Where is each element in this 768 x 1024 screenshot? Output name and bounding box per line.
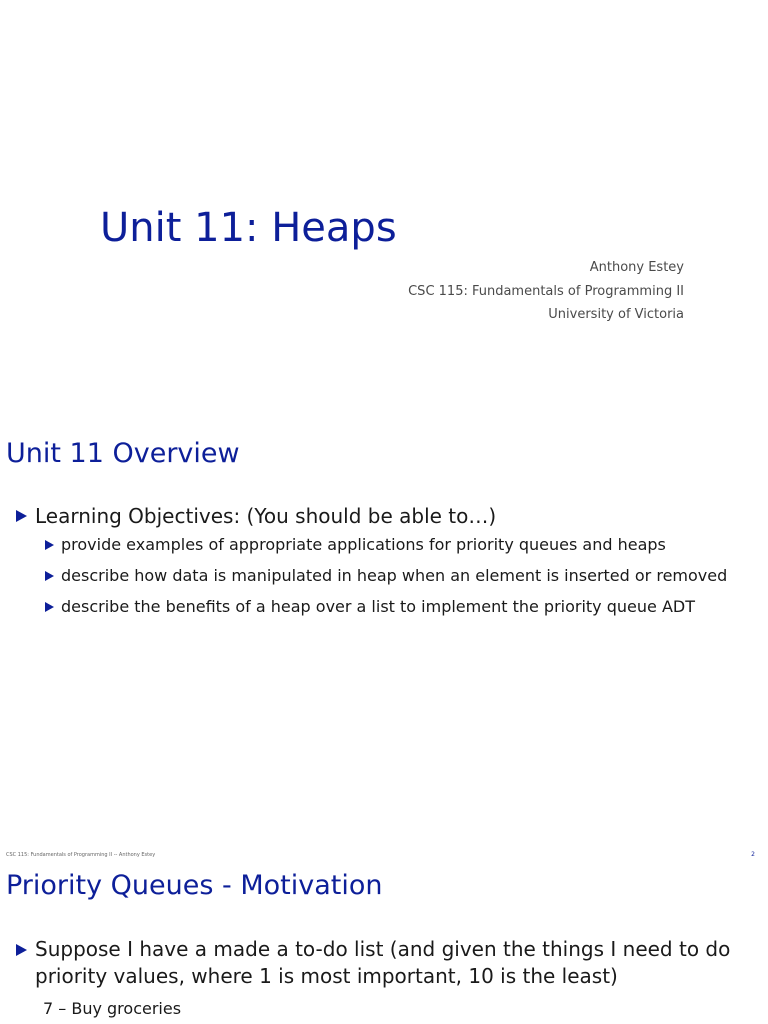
author-name: Anthony Estey [589, 260, 684, 275]
page-number: 2 [751, 851, 755, 858]
bullet-text: Suppose I have a made a to-do list (and given the things I need to do priority values, where 1 is most important, 10 is the least) [35, 937, 731, 988]
institution-name: University of Victoria [548, 307, 684, 322]
sub-bullet-text: describe how data is manipulated in heap when an element is inserted or removed [61, 566, 728, 585]
triangle-bullet-icon [45, 602, 54, 612]
bullet-text: Learning Objectives: (You should be able to…) [35, 504, 497, 528]
sub-bullet-item [45, 596, 761, 618]
motivation-heading: Priority Queues - Motivation [6, 870, 383, 901]
triangle-bullet-icon [16, 510, 27, 522]
sub-bullet-text: describe the benefits of a heap over a list to implement the priority queue ADT [61, 597, 695, 616]
todo-item: 7 – Buy groceries [43, 999, 182, 1018]
sub-bullet-text: provide examples of appropriate applications for priority queues and heaps [61, 535, 666, 554]
triangle-bullet-icon [45, 540, 54, 550]
overview-slide [0, 430, 768, 858]
overview-heading: Unit 11 Overview [6, 438, 240, 469]
slide-footer: CSC 115: Fundamentals of Programming II -- Anthony Estey [6, 852, 156, 858]
triangle-bullet-icon [16, 944, 27, 956]
bullet-item [16, 936, 761, 990]
bullet-item [16, 502, 761, 618]
triangle-bullet-icon [45, 571, 54, 581]
objectives-list [16, 502, 761, 627]
course-name: CSC 115: Fundamentals of Programming II [408, 283, 684, 299]
sub-bullet-item [45, 565, 761, 587]
sub-bullet-item [45, 534, 761, 556]
motivation-list [16, 936, 761, 990]
title-slide [0, 0, 768, 420]
sub-bullet-list [45, 534, 761, 618]
author-block [408, 256, 684, 327]
slide-title: Unit 11: Heaps [100, 205, 397, 251]
